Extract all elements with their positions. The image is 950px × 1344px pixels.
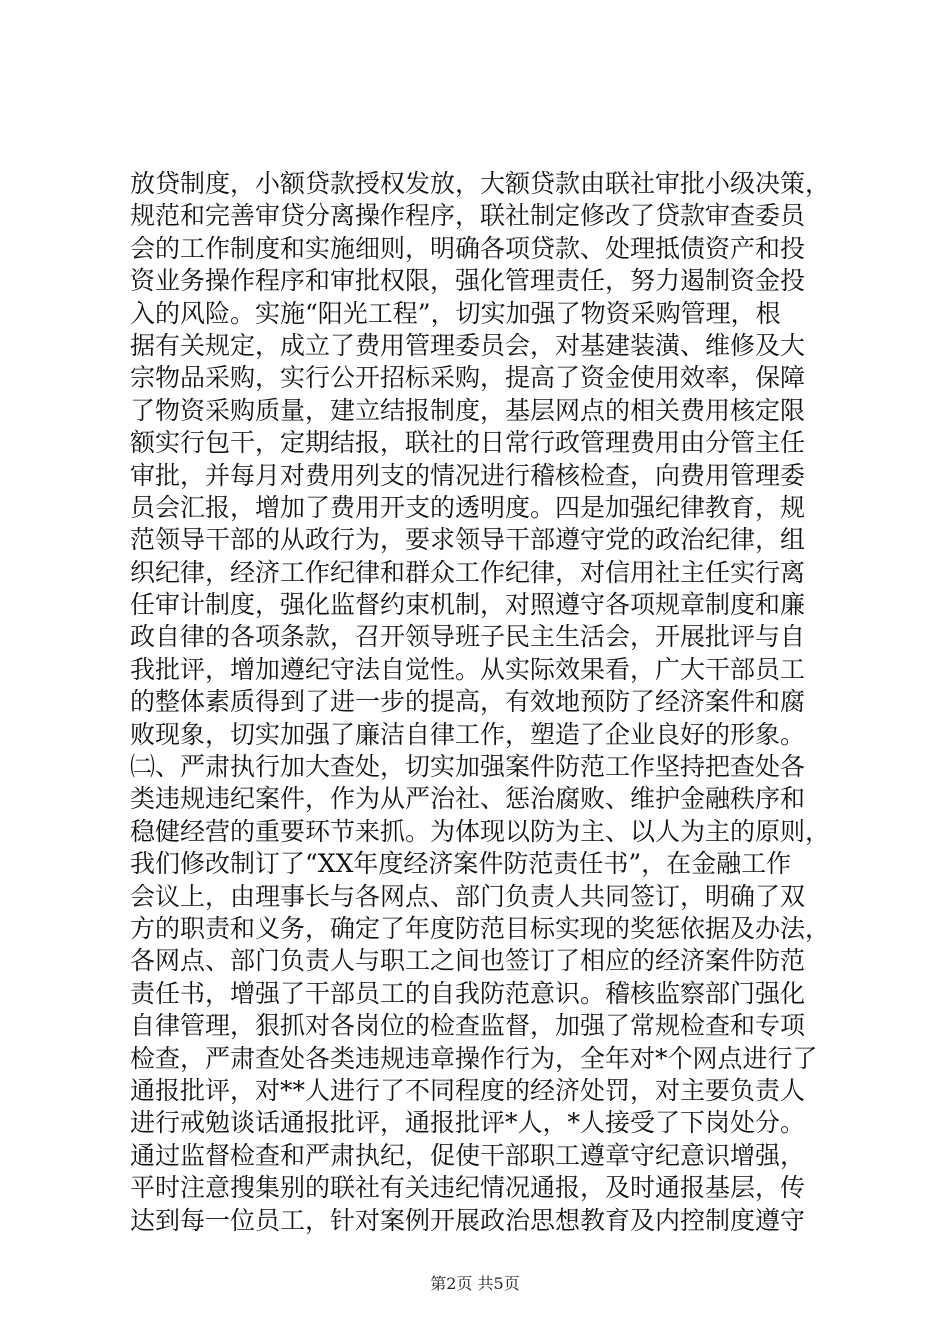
text-line: 会的工作制度和实施细则，明确各项贷款、处理抵债资产和投 <box>130 233 806 263</box>
text-line: 会议上，由理事长与各网点、部门负责人共同签订，明确了双 <box>130 881 806 911</box>
text-line: 达到每一位员工，针对案例开展政治思想教育及内控制度遵守 <box>130 1205 806 1235</box>
text-line: 宗物品采购，实行公开招标采购，提高了资金使用效率，保障 <box>130 363 806 393</box>
text-line: 败现象，切实加强了廉洁自律工作，塑造了企业良好的形象。 <box>130 719 806 749</box>
text-line: 员会汇报，增加了费用开支的透明度。四是加强纪律教育，规 <box>130 492 806 522</box>
text-line: 责任书，增强了干部员工的自我防范意识。稽核监察部门强化 <box>130 978 806 1008</box>
text-line: 各网点、部门负责人与职工之间也签订了相应的经济案件防范 <box>130 946 806 976</box>
text-line: 方的职责和义务，确定了年度防范目标实现的奖惩依据及办法， <box>130 913 831 943</box>
text-line: 的整体素质得到了进一步的提高，有效地预防了经济案件和腐 <box>130 687 806 717</box>
text-line: 类违规违纪案件，作为从严治社、惩治腐败、维护金融秩序和 <box>130 784 806 814</box>
text-line: 审批，并每月对费用列支的情况进行稽核检查，向费用管理委 <box>130 460 806 490</box>
text-line: 自律管理，狠抓对各岗位的检查监督，加强了常规检查和专项 <box>130 1011 806 1041</box>
text-line: ㈡、严肃执行加大查处，切实加强案件防范工作坚持把查处各 <box>130 752 806 782</box>
text-line: 我们修改制订了“XX年度经济案件防范责任书”，在金融工作 <box>130 849 792 879</box>
text-line: 额实行包干，定期结报，联社的日常行政管理费用由分管主任 <box>130 428 806 458</box>
text-line: 通过监督检查和严肃执纪，促使干部职工遵章守纪意识增强， <box>130 1140 806 1170</box>
text-line: 我批评，增加遵纪守法自觉性。从实际效果看，广大干部员工 <box>130 654 806 684</box>
text-line: 据有关规定，成立了费用管理委员会，对基建装潢、维修及大 <box>130 330 806 360</box>
text-line: 政自律的各项条款，召开领导班子民主生活会，开展批评与自 <box>130 622 806 652</box>
text-line: 任审计制度，强化监督约束机制，对照遵守各项规章制度和廉 <box>130 590 806 620</box>
text-line: 检查，严肃查处各类违规违章操作行为，全年对*个网点进行了 <box>130 1043 818 1073</box>
text-line: 平时注意搜集别的联社有关违纪情况通报，及时通报基层，传 <box>130 1173 806 1203</box>
text-line: 织纪律，经济工作纪律和群众工作纪律，对信用社主任实行离 <box>130 557 806 587</box>
text-line: 范领导干部的从政行为，要求领导干部遵守党的政治纪律，组 <box>130 525 806 555</box>
text-line: 进行戒勉谈话通报批评，通报批评*人，*人接受了下岗处分。 <box>130 1108 806 1138</box>
text-line: 了物资采购质量，建立结报制度，基层网点的相关费用核定限 <box>130 395 806 425</box>
text-line: 入的风险。实施“阳光工程”，切实加强了物资采购管理，根 <box>130 298 781 328</box>
text-line: 规范和完善审贷分离操作程序，联社制定修改了贷款审查委员 <box>130 201 806 231</box>
text-line: 放贷制度，小额贷款授权发放，大额贷款由联社审批小级决策， <box>130 169 831 198</box>
text-line: 通报批评，对**人进行了不同程度的经济处罚，对主要负责人 <box>130 1075 806 1105</box>
page-number-footer: 第2页 共5页 <box>430 1274 520 1293</box>
text-line: 资业务操作程序和审批权限，强化管理责任，努力遏制资金投 <box>130 266 806 296</box>
text-line: 稳健经营的重要环节来抓。为体现以防为主、以人为主的原则， <box>130 816 831 846</box>
body-text <box>130 168 830 1237</box>
